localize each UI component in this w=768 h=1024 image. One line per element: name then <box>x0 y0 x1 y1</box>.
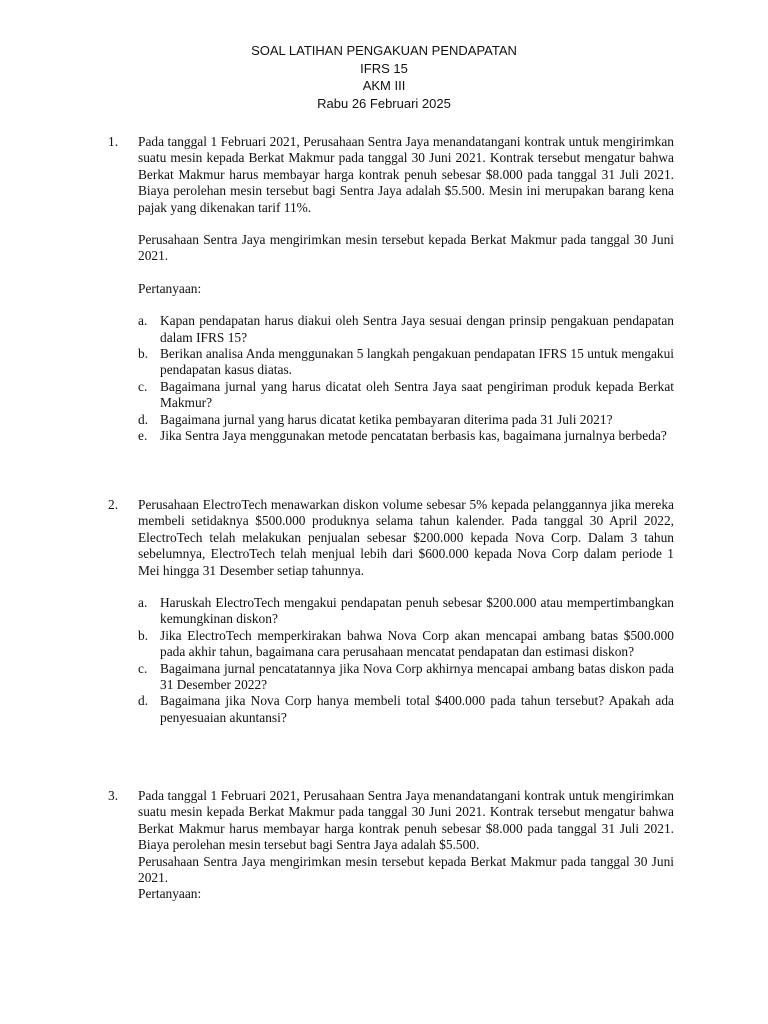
sub-question-letter: d. <box>138 411 149 427</box>
sub-question <box>138 660 674 694</box>
sub-question-letter: b. <box>138 627 149 643</box>
question-paragraph: Perusahaan Sentra Jaya mengirimkan mesin tersebut kepada Berkat Makmur pada tanggal 30 Juni 2021. <box>138 232 674 264</box>
sub-question-text: Kapan pendapatan harus diakui oleh Sentra Jaya sesuai dengan prinsip pengakuan pendapatan dalam IFRS 15? <box>160 313 674 345</box>
question-2 <box>108 497 674 726</box>
sub-question-letter: b. <box>138 346 149 362</box>
sub-question <box>138 313 674 346</box>
sub-question-letter: d. <box>138 693 149 709</box>
document-header <box>0 42 768 112</box>
question-number: 1. <box>108 134 119 149</box>
sub-question-list <box>138 595 674 726</box>
question-paragraph: Perusahaan ElectroTech menawarkan diskon volume sebesar 5% kepada pelanggannya jika mereka membeli setidaknya $500.000 produknya selama tahun kalender. Pada tanggal 30 April 2022, ElectroTech telah melakukan penjualan sebesar $200.000 kepada Nova Corp. Dalam 3 tahun sebelumnya, ElectroTech telah menjual lebih dari $600.000 kepada Nova Corp dalam periode 1 Mei hingga 31 Desember setiap tahunnya. <box>138 497 674 578</box>
question-number: 3. <box>108 788 119 803</box>
question-paragraph: Pada tanggal 1 Februari 2021, Perusahaan Sentra Jaya menandatangani kontrak untuk mengirimkan suatu mesin kepada Berkat Makmur pada tanggal 30 Juni 2021. Kontrak tersebut mengatur bahwa Berkat Makmur harus membayar harga kontrak penuh sebesar $8.000 pada tanggal 31 Juli 2021. Biaya perolehan mesin tersebut bagi Sentra Jaya adalah $5.500. Mesin ini merupakan barang kena pajak yang dikenakan tarif 11%. <box>138 134 674 215</box>
sub-question-text: Haruskah ElectroTech mengakui pendapatan penuh sebesar $200.000 atau mempertimbangkan kemungkinan diskon? <box>160 595 674 627</box>
question-prompt: Pertanyaan: <box>138 280 202 296</box>
sub-question <box>138 693 674 726</box>
question-paragraph: Pada tanggal 1 Februari 2021, Perusahaan Sentra Jaya menandatangani kontrak untuk mengirimkan suatu mesin kepada Berkat Makmur pada tanggal 30 Juni 2021. Kontrak tersebut mengatur bahwa Berkat Makmur harus membayar harga kontrak penuh sebesar $8.000 pada tanggal 31 Juli 2021. Biaya perolehan mesin tersebut bagi Sentra Jaya adalah $5.500. <box>138 788 674 853</box>
sub-question-text: Bagaimana jurnal pencatatannya jika Nova Corp akhirnya mencapai ambang batas diskon pada 31 Desember 2022? <box>160 660 674 693</box>
sub-question-list <box>138 313 674 444</box>
sub-question-letter: a. <box>138 313 148 329</box>
sub-question-letter: a. <box>138 595 148 611</box>
question-paragraph: Perusahaan Sentra Jaya mengirimkan mesin tersebut kepada Berkat Makmur pada tanggal 30 Juni 2021. <box>138 853 674 886</box>
header-title: SOAL LATIHAN PENGAKUAN PENDAPATAN <box>251 43 517 58</box>
sub-question-text: Berikan analisa Anda menggunakan 5 langkah pengakuan pendapatan IFRS 15 untuk mengakui pendapatan kasus diatas. <box>160 346 674 378</box>
sub-question-text: Bagaimana jurnal yang harus dicatat oleh Sentra Jaya saat pengiriman produk kepada Berkat Makmur? <box>160 378 674 411</box>
sub-question-letter: c. <box>138 660 148 676</box>
question-prompt: Pertanyaan: <box>138 886 202 902</box>
question-1 <box>108 134 674 445</box>
sub-question-text: Bagaimana jurnal yang harus dicatat ketika pembayaran diterima pada 31 Juli 2021? <box>160 411 613 427</box>
sub-question <box>138 378 674 412</box>
question-3 <box>108 788 674 903</box>
sub-question-text: Bagaimana jika Nova Corp hanya membeli total $400.000 pada tahun tersebut? Apakah ada penyesuaian akuntansi? <box>160 693 674 725</box>
sub-question-letter: c. <box>138 378 148 394</box>
header-standard: IFRS 15 <box>360 60 408 76</box>
sub-question <box>138 428 674 444</box>
sub-question <box>138 411 674 428</box>
header-date: Rabu 26 Februari 2025 <box>317 95 451 111</box>
question-number: 2. <box>108 497 119 512</box>
sub-question-letter: e. <box>138 428 148 444</box>
sub-question <box>138 595 674 628</box>
sub-question <box>138 627 674 661</box>
sub-question <box>138 346 674 379</box>
sub-question-text: Jika Sentra Jaya menggunakan metode pencatatan berbasis kas, bagaimana jurnalnya berbeda? <box>160 428 667 444</box>
header-course: AKM III <box>362 78 406 93</box>
sub-question-text: Jika ElectroTech memperkirakan bahwa Nova Corp akan mencapai ambang batas $500.000 pada akhir tahun, bagaimana cara perusahaan mencatat pendapatan dan estimasi diskon? <box>160 627 674 660</box>
